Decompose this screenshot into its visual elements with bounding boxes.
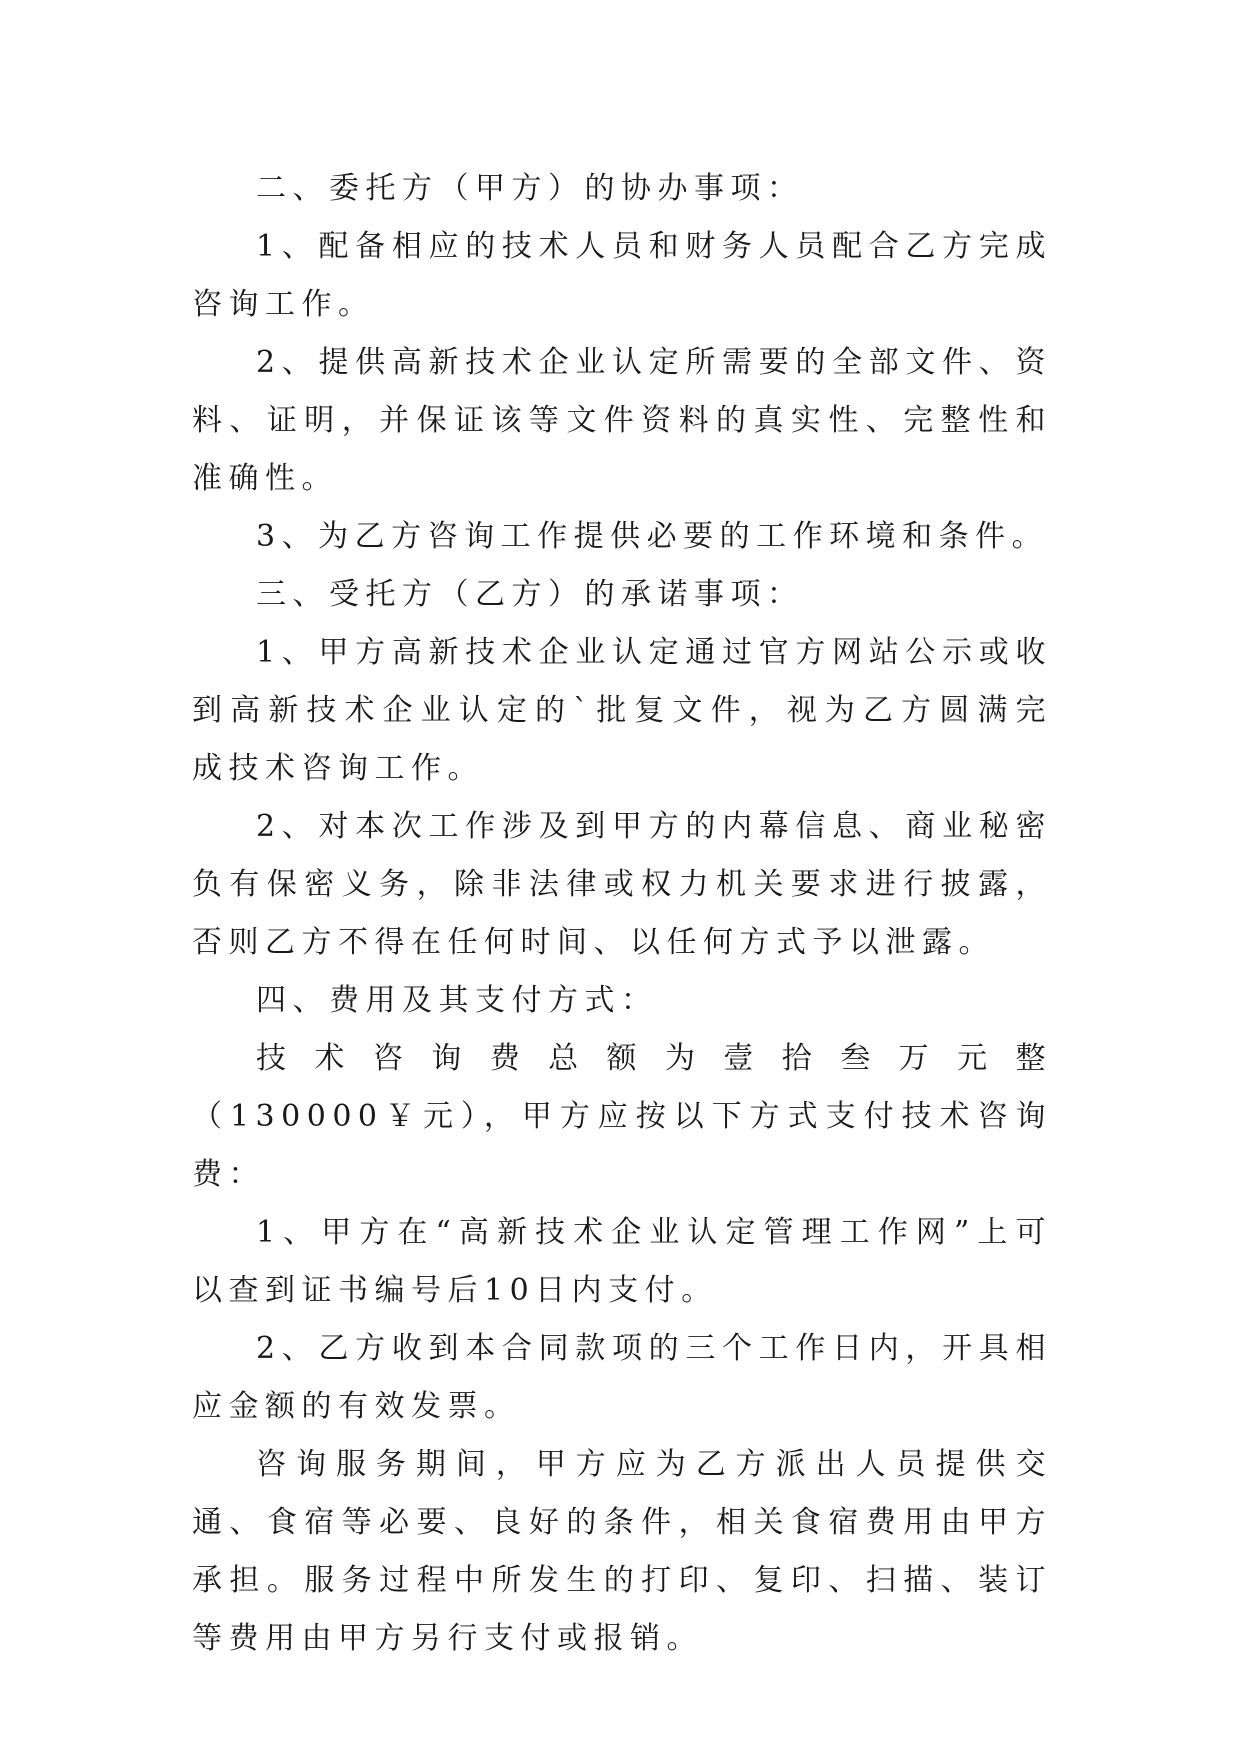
section-heading-contractor-commitments: 三、受托方（乙方）的承诺事项： bbox=[256, 577, 804, 612]
paragraph: 2、提供高新技术企业认定所需要的全部文件、资料、证明，并保证该等文件资料的真实性、完整性和准确性。 bbox=[192, 345, 1052, 496]
paragraph: 2、对本次工作涉及到甲方的内幕信息、商业秘密负有保密义务，除非法律或权力机关要求进行披露，否则乙方不得在任何时间、以任何方式予以泄露。 bbox=[192, 809, 1052, 960]
paragraph: 咨询服务期间，甲方应为乙方派出人员提供交通、食宿等必要、良好的条件，相关食宿费用由甲方承担。服务过程中所发生的打印、复印、扫描、装订等费用由甲方另行支付或报销。 bbox=[192, 1447, 1052, 1656]
paragraph: 3、为乙方咨询工作提供必要的工作环境和条件。 bbox=[256, 519, 1049, 554]
paragraph: 技术咨询费总额为壹拾叁万元整（130000￥元），甲方应按以下方式支付技术咨询费： bbox=[192, 1041, 1052, 1192]
document-body bbox=[192, 160, 1052, 1668]
section-heading-fees-payment: 四、费用及其支付方式： bbox=[256, 983, 658, 1018]
section-heading-client-duties: 二、委托方（甲方）的协办事项： bbox=[256, 171, 804, 206]
paragraph: 1、甲方高新技术企业认定通过官方网站公示或收到高新技术企业认定的`批复文件，视为乙方圆满完成技术咨询工作。 bbox=[192, 635, 1052, 786]
paragraph: 2、乙方收到本合同款项的三个工作日内，开具相应金额的有效发票。 bbox=[192, 1331, 1052, 1424]
paragraph: 1、甲方在“高新技术企业认定管理工作网”上可以查到证书编号后10日内支付。 bbox=[192, 1215, 1052, 1308]
paragraph: 1、配备相应的技术人员和财务人员配合乙方完成咨询工作。 bbox=[192, 229, 1052, 322]
